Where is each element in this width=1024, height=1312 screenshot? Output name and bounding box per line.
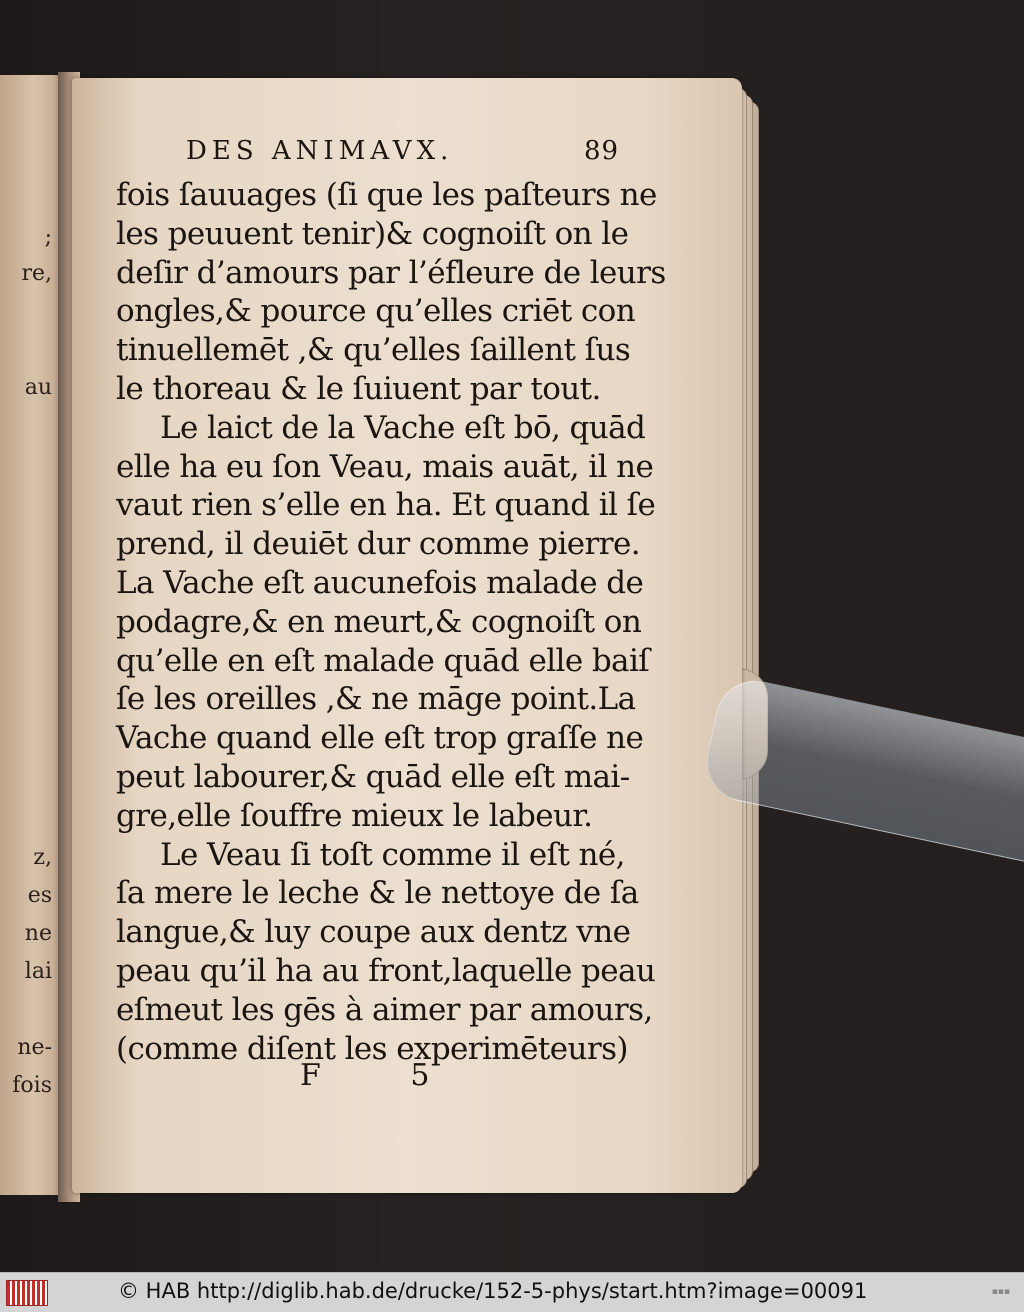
footer-mark: ▪▪▪ bbox=[991, 1287, 1010, 1297]
text-line: les peuuent tenir)& cognoiſt on le bbox=[116, 215, 629, 252]
text-lines bbox=[116, 176, 666, 1068]
text-line: Le Veau ſi toſt comme il eſt né, bbox=[160, 836, 625, 873]
text-line: deſir d’amours par l’éfleure de leurs bbox=[116, 254, 666, 291]
text-line: eſmeut les gēs à aimer par amours, bbox=[116, 991, 653, 1028]
text-line: ſa mere le leche & le nettoye de ſa bbox=[116, 875, 639, 912]
left-facing-page bbox=[0, 75, 62, 1195]
left-page-fragment: ne bbox=[24, 921, 52, 946]
text-line: ongles,& pource qu’elles criēt con bbox=[116, 293, 636, 330]
left-page-fragment: ne- bbox=[17, 1035, 52, 1060]
text-line: podagre,& en meurt,& cognoiſt on bbox=[116, 603, 642, 640]
running-head bbox=[116, 132, 636, 176]
text-line: prend, il deuiēt dur comme pierre. bbox=[116, 526, 640, 563]
footer-bar bbox=[0, 1272, 1024, 1312]
text-line: La Vache eſt aucunefois malade de bbox=[116, 564, 644, 601]
running-title: DES ANIMAVX. bbox=[186, 136, 454, 166]
text-line: fois ſauuages (ſi que les paſteurs ne bbox=[116, 177, 657, 213]
text-line: vaut rien s’elle en ha. Et quand il ſe bbox=[116, 487, 656, 524]
left-page-fragment: au bbox=[24, 375, 52, 400]
text-line: Le laict de la Vache eſt bō, quād bbox=[160, 409, 646, 446]
signature-mark: F 5 bbox=[300, 1058, 470, 1093]
footer-copyright-url[interactable]: © HAB http://diglib.hab.de/drucke/152-5-phys/start.htm?image=00091 bbox=[118, 1279, 868, 1303]
text-line: le thoreau & le ſuiuent par tout. bbox=[116, 370, 601, 407]
text-line: Vache quand elle eſt trop graſſe ne bbox=[116, 720, 644, 757]
text-line: tinuellemēt ,& qu’elles ſaillent ſus bbox=[116, 332, 631, 369]
text-line: peau qu’il ha au front,laquelle peau bbox=[116, 952, 656, 989]
page-number: 89 bbox=[584, 136, 620, 166]
left-page-fragment: fois bbox=[12, 1073, 52, 1098]
left-page-fragment: ; bbox=[44, 225, 52, 250]
left-page-fragment: lai bbox=[24, 959, 52, 984]
hab-logo-icon bbox=[6, 1280, 48, 1306]
text-line: elle ha eu ſon Veau, mais auāt, il ne bbox=[116, 448, 654, 485]
text-line: qu’elle en eſt malade quād elle baiſ bbox=[116, 642, 650, 679]
text-line: (comme diſent les experimēteurs) bbox=[116, 1030, 628, 1067]
text-line: gre,elle ſouffre mieux le labeur. bbox=[116, 797, 593, 834]
page-text-block bbox=[116, 132, 666, 1068]
left-page-fragment: es bbox=[27, 883, 52, 908]
text-line: langue,& luy coupe aux dentz vne bbox=[116, 914, 631, 951]
text-line: ſe les oreilles ,& ne māge point.La bbox=[116, 681, 636, 718]
left-page-fragment: z, bbox=[33, 845, 52, 870]
text-line: peut labourer,& quād elle eſt mai- bbox=[116, 758, 630, 795]
left-page-fragment: re, bbox=[21, 261, 52, 286]
